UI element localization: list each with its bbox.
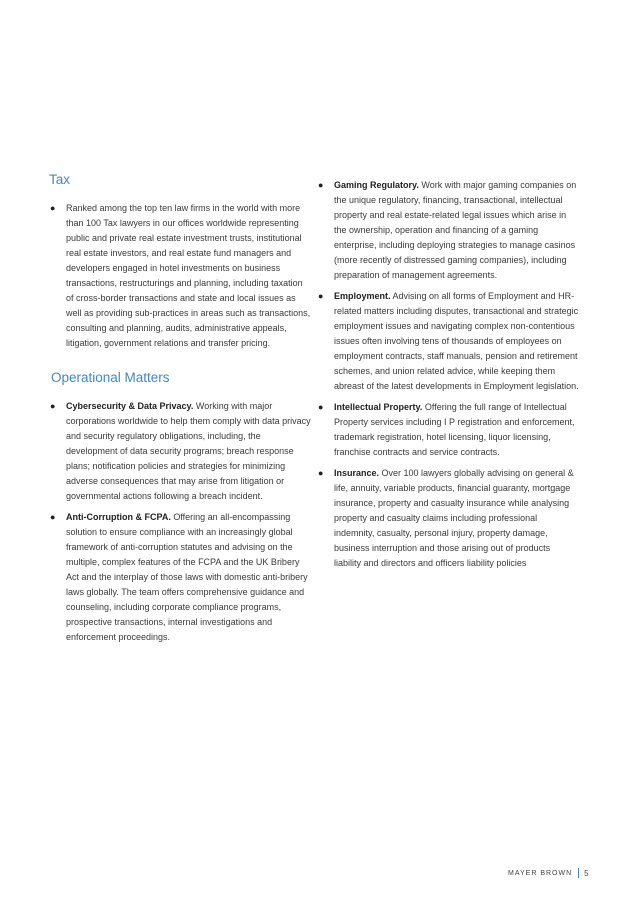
item-text: Over 100 lawyers globally advising on general & life, annuity, variable products, financial guaranty, mortgage insurance, property and casualty insurance while analysing property and casualty claims including professional indemnity, casualty, personal injury, property damage, business interruption and those arising out of products liability and directors and officers liability policies (334, 468, 574, 568)
item-text: Working with major corporations worldwide to help them comply with data privacy and security regulatory obligations, including, the development of data security programs; breach response plans; notification policies and strategies for minimizing adverse consequences that may arise from litigation or governmental actions following a breach incident. (66, 401, 311, 501)
item-lead: Intellectual Property. (334, 402, 423, 412)
bullet-icon: ● (50, 401, 56, 411)
item-lead: Employment. (334, 291, 391, 301)
tax-heading: Tax (49, 172, 71, 187)
list-item (49, 201, 311, 351)
item-lead: Cybersecurity & Data Privacy. (66, 401, 194, 411)
list-item (317, 466, 579, 571)
right-column (317, 178, 579, 577)
left-column (49, 170, 311, 651)
item-text: Offering an all-encompassing solution to ensure compliance with an increasingly global framework of anti-corruption statutes and advising on the multiple, complex features of the FCPA and the UK Bribery Act and the interplay of those laws with domestic anti-bribery laws globally. The team offers comprehensive guidance and counseling, including corporate compliance programs, prospective transactions, internal investigations and enforcement proceedings. (66, 512, 308, 642)
list-item (49, 510, 311, 645)
operational-matters-heading: Operational Matters (51, 370, 170, 385)
footer-divider (578, 868, 579, 878)
bullet-icon: ● (318, 180, 324, 190)
item-lead: Gaming Regulatory. (334, 180, 419, 190)
page-footer (508, 868, 589, 878)
bullet-icon: ● (318, 291, 324, 301)
bullet-icon: ● (50, 512, 56, 522)
bullet-icon: ● (318, 402, 324, 412)
list-item (317, 289, 579, 394)
item-lead: Anti-Corruption & FCPA. (66, 512, 171, 522)
item-text: Work with major gaming companies on the unique regulatory, financing, transactional, intellectual property and real estate-related legal issues which arise in the ownership, operation and financing of a gaming enterprise, including deploying strategies to manage casinos (more recently of distressed gaming companies), including preparation of management agreements. (334, 180, 577, 280)
item-lead: Insurance. (334, 468, 380, 478)
bullet-icon: ● (318, 468, 324, 478)
bullet-icon: ● (50, 203, 56, 213)
tax-list (49, 201, 311, 351)
brand-name: MAYER BROWN (508, 869, 573, 877)
item-text: Ranked among the top ten law firms in the world with more than 100 Tax lawyers in our offices worldwide representing public and private real estate investment trusts, institutional real estate investors, and real estate fund managers and developers engaged in hotel investments on business transactions, restructurings and planning, including taxation of cross-border transactions and state and local issues as well as providing sub-practices in areas such as transactions, consulting and planning, audits, administrative appeals, litigation, government relations and transfer pricing. (66, 203, 311, 348)
page-number: 5 (584, 868, 589, 878)
list-item (49, 399, 311, 504)
item-text: Advising on all forms of Employment and HR-related matters including disputes, transactional and strategic employment issues and navigating complex non-contentious issues often involving tens of thousands of employees on employment contracts, staff manuals, pension and retirement schemes, and union related advice, while keeping them abreast of the latest developments in Employment legislation. (334, 291, 579, 391)
list-item (317, 178, 579, 283)
item-text: Offering the full range of Intellectual Property services including I P registration and enforcement, trademark registration, hotel licensing, liquor licensing, franchise contracts and service contracts. (334, 402, 575, 457)
list-item (317, 400, 579, 460)
practice-list (317, 178, 579, 571)
operational-list (49, 399, 311, 645)
